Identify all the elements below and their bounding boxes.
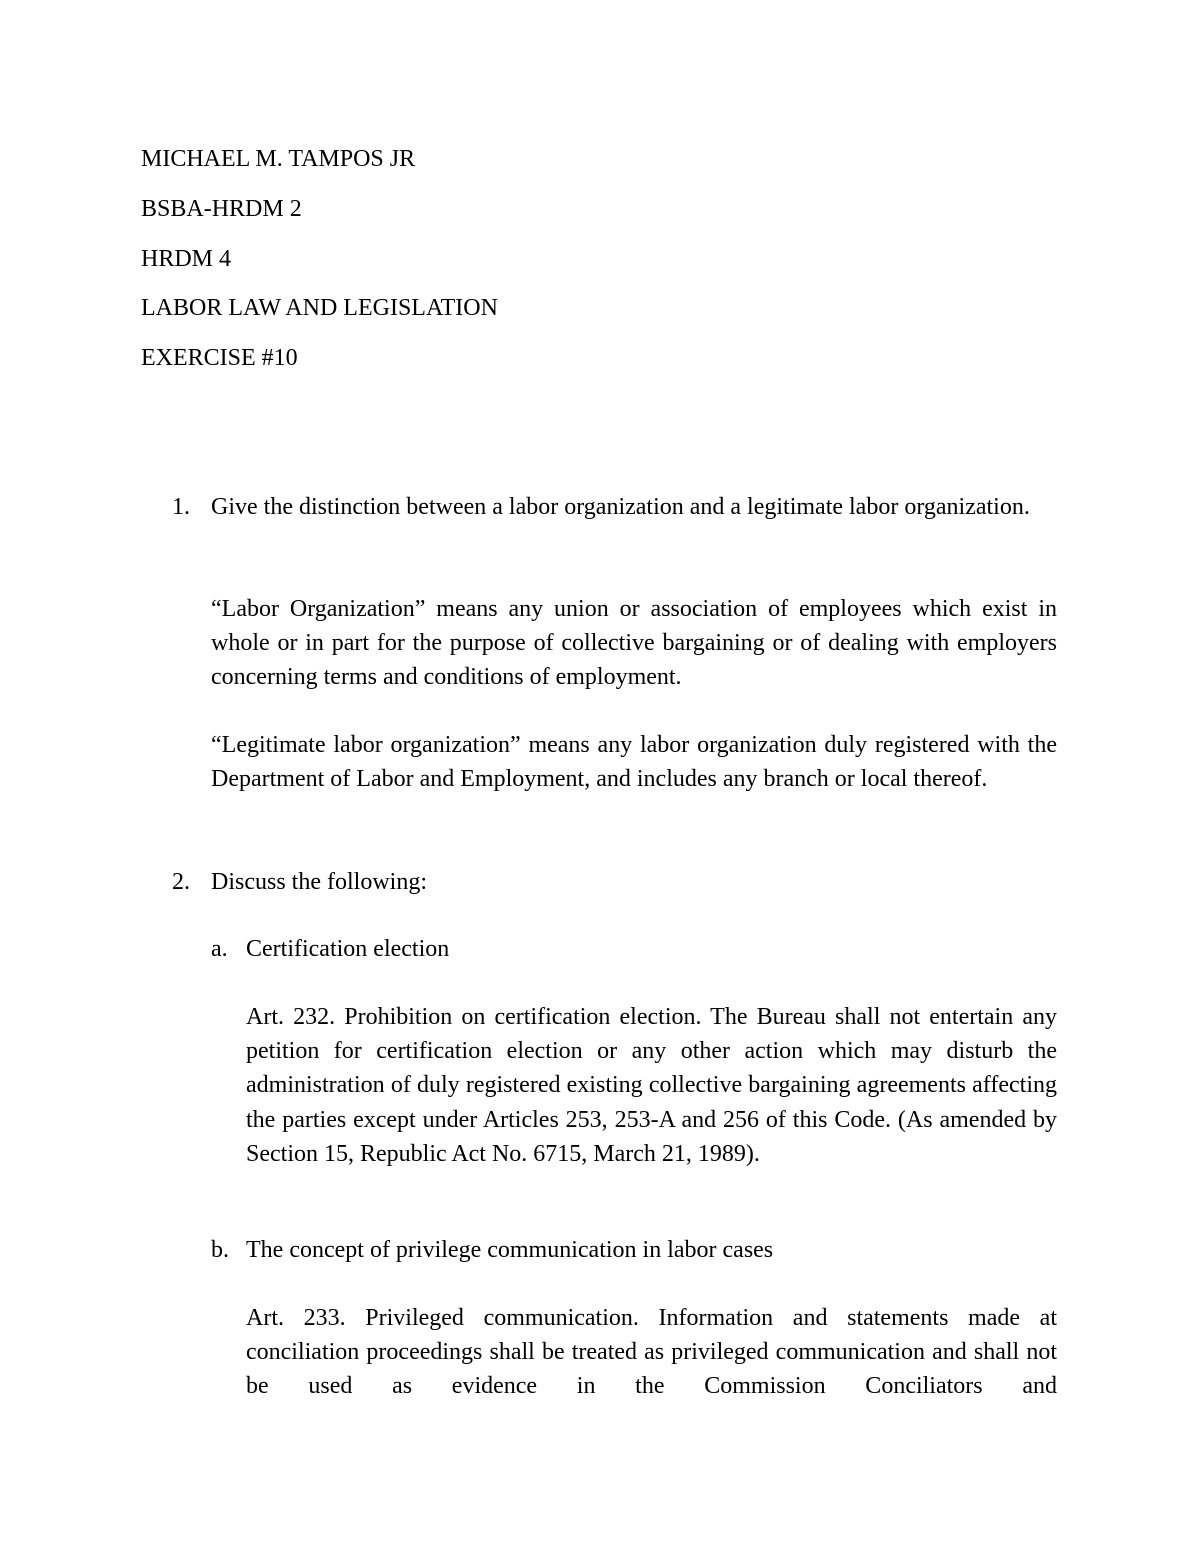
item-a-body: Art. 232. Prohibition on certification election. The Bureau shall not entertain any petition for certification election or any other action which may disturb the administration of duly registered existing collective bargaining agreements affecting the parties except under Articles 253, 253-A and 256 of this Code. (As amended by Section 15, Republic Act No. 6715, March 21, 1989).	[246, 1004, 1057, 1167]
question-2-prompt: Discuss the following:	[211, 869, 427, 895]
answer-legitimate-labor-organization: “Legitimate labor organization” means any labor organization duly registered with the Department of Labor and Employment, and includes any branch or local thereof.	[211, 732, 1057, 793]
student-name: MICHAEL M. TAMPOS JR	[141, 146, 416, 172]
item-b-title: The concept of privilege communication in labor cases	[246, 1237, 774, 1263]
course-code: HRDM 4	[141, 246, 232, 272]
answer-labor-organization: “Labor Organization” means any union or association of employees which exist in whole or in part for the purpose of collective bargaining or of dealing with employers concerning terms and conditions of employment.	[211, 596, 1057, 691]
question-2-number: 2.	[172, 869, 190, 895]
item-b-letter: b.	[211, 1237, 229, 1263]
item-b-body: Art. 233. Privileged communication. Information and statements made at conciliation proceedings shall be treated as privileged communication and shall not be used as evidence in the Commission Conciliators and	[246, 1305, 1057, 1400]
item-a-letter: a.	[211, 936, 228, 962]
question-1-number: 1.	[172, 494, 190, 520]
item-a-title: Certification election	[246, 936, 450, 962]
course-title: LABOR LAW AND LEGISLATION	[141, 295, 498, 321]
program-line: BSBA-HRDM 2	[141, 196, 302, 222]
exercise-title: EXERCISE #10	[141, 345, 298, 371]
question-1-prompt: Give the distinction between a labor organization and a legitimate labor organization.	[211, 494, 1030, 520]
